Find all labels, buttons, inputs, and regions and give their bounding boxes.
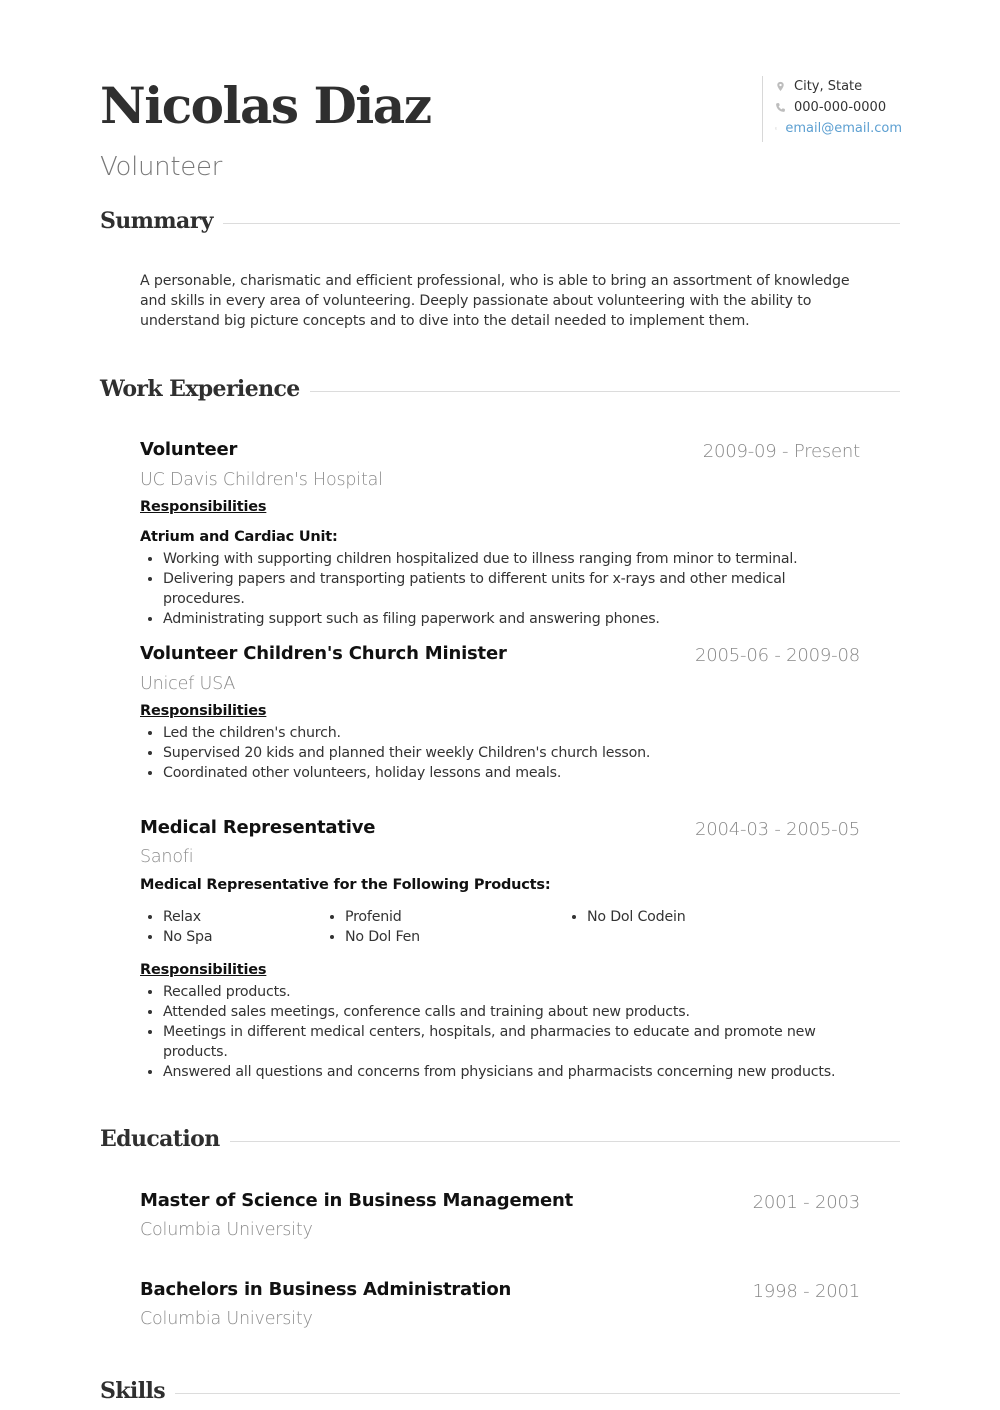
section-divider [230,1141,900,1142]
location-text: City, State [794,79,863,94]
education-dates: 2001 - 2003 [752,1192,860,1213]
job-company: UC Davis Children's Hospital [140,470,383,490]
list-item: • Administrating support such as filing paperwork and answering phones. [163,609,863,629]
contact-block [762,76,902,142]
job-company: Unicef USA [140,674,236,694]
list-item: • Supervised 20 kids and planned their weekly Children's church lesson. [163,743,863,763]
job-bullets [140,723,863,783]
job-dates: 2005-06 - 2009-08 [695,645,860,666]
list-item: • Working with supporting children hospitalized due to illness ranging from minor to terminal. [163,549,863,569]
section-education-heading [100,1126,900,1152]
job-title: Volunteer Children's Church Minister [140,643,507,664]
list-item: • Profenid [345,907,505,927]
responsibilities-label: Responsibilities [140,499,267,515]
list-item: • No Spa [163,927,323,947]
job-subheading: Atrium and Cardiac Unit: [140,529,338,545]
degree-title: Bachelors in Business Administration [140,1279,512,1300]
job-company: Sanofi [140,847,194,867]
list-item: • Relax [163,907,323,927]
phone-icon [775,102,786,113]
section-education-title: Education [100,1126,220,1152]
job-dates: 2009-09 - Present [702,441,860,462]
contact-phone [775,97,902,118]
products-column-3 [564,907,747,927]
list-item: • No Dol Codein [587,907,747,927]
list-item: • No Dol Fen [345,927,505,947]
phone-text: 000-000-0000 [794,100,887,115]
contact-location [775,76,902,97]
job-dates: 2004-03 - 2005-05 [695,819,860,840]
summary-text: A personable, charismatic and efficient professional, who is able to bring an assortment of knowledge and skills in every area of volunteering. Deeply passionate about volunteering with the ability to understand big picture concepts and to dive into the detail needed to implement them. [140,273,850,329]
envelope-icon [775,123,777,134]
section-summary-heading [100,208,900,234]
list-item: • Answered all questions and concerns from physicians and pharmacists concerning new products. [163,1062,863,1082]
section-skills-title: Skills [100,1378,165,1404]
email-link[interactable]: email@email.com [785,121,902,136]
candidate-role: Volunteer [100,152,223,182]
job-title: Medical Representative [140,817,376,838]
list-item: • Meetings in different medical centers, hospitals, and pharmacies to educate and promote new products. [163,1022,863,1062]
job-bullets [140,549,863,629]
degree-title: Master of Science in Business Management [140,1190,574,1211]
school-name: Columbia University [140,1309,313,1329]
section-work-heading [100,376,900,402]
products-column-1 [140,907,323,947]
list-item: • Attended sales meetings, conference calls and training about new products. [163,1002,863,1022]
products-column-2 [322,907,505,947]
section-work-title: Work Experience [100,376,300,402]
school-name: Columbia University [140,1220,313,1240]
job-bullets [140,982,863,1082]
contact-email[interactable] [775,118,902,139]
list-item: • Recalled products. [163,982,863,1002]
responsibilities-label: Responsibilities [140,703,267,719]
education-dates: 1998 - 2001 [752,1281,860,1302]
candidate-name: Nicolas Diaz [100,76,431,135]
section-divider [175,1393,900,1394]
section-divider [310,391,900,392]
section-summary-title: Summary [100,208,213,234]
map-pin-icon [775,81,786,92]
job-title: Volunteer [140,439,238,460]
list-item: • Led the children's church. [163,723,863,743]
responsibilities-label: Responsibilities [140,962,267,978]
list-item: • Delivering papers and transporting patients to different units for x-rays and other medical procedures. [163,569,863,609]
products-heading: Medical Representative for the Following Products: [140,877,551,893]
section-skills-heading [100,1378,900,1404]
list-item: • Coordinated other volunteers, holiday lessons and meals. [163,763,863,783]
section-divider [223,223,900,224]
